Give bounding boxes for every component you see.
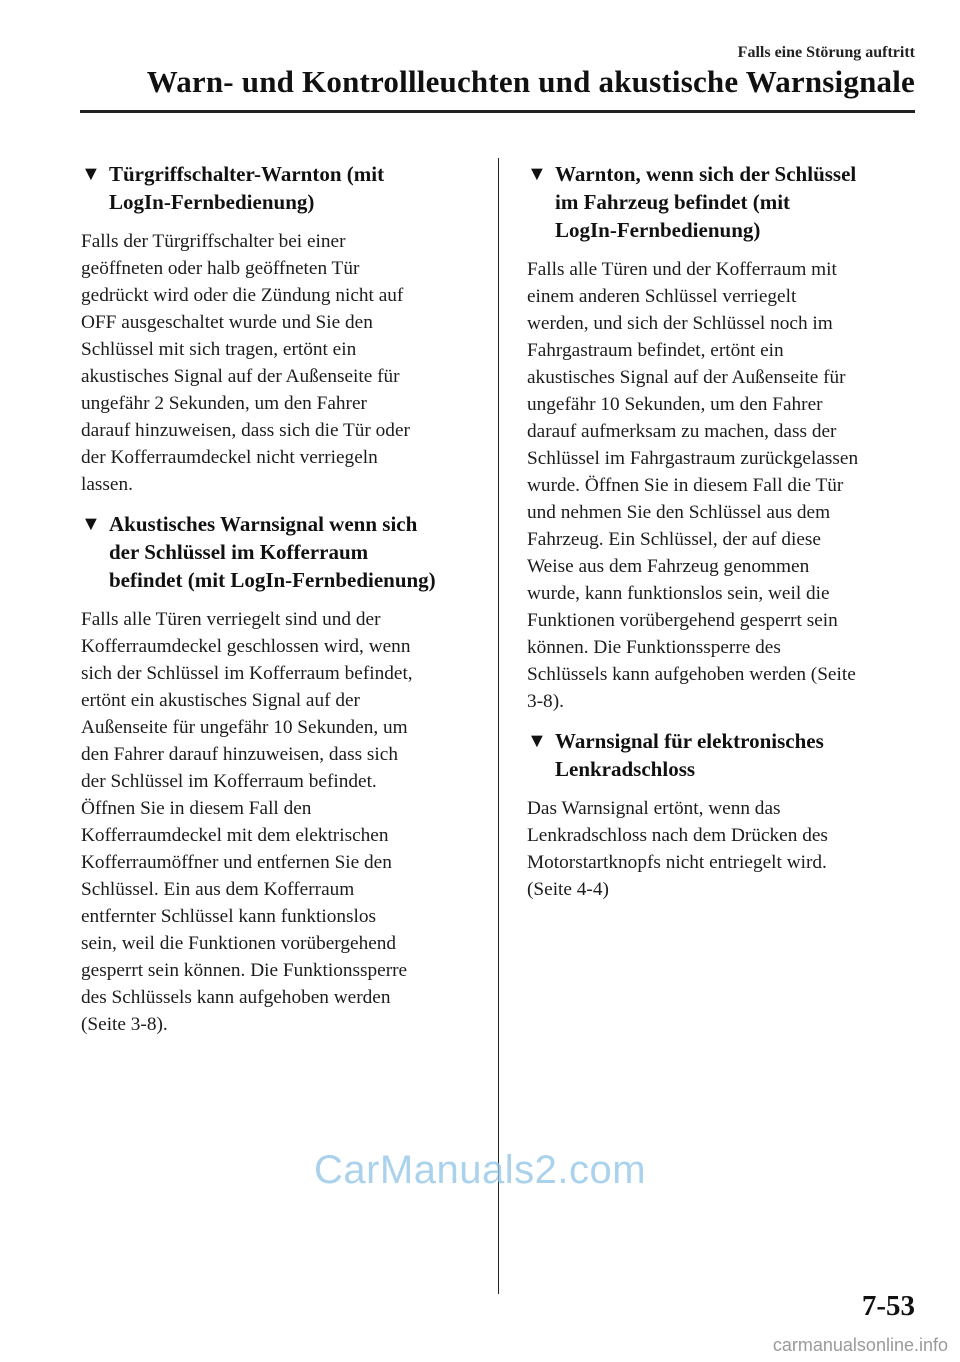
section-heading-text: Akustisches Warnsignal wenn sich der Schlüssel im Kofferraum befindet (mit LogIn-Fernbedienung): [109, 512, 436, 592]
section: [527, 727, 922, 903]
section-heading: [81, 160, 476, 216]
triangle-marker-icon: ▼: [81, 163, 101, 185]
section-body: Falls der Türgriffschalter bei einer geöffneten oder halb geöffneten Tür gedrückt wird oder die Zündung nicht auf OFF ausgeschaltet wurde und Sie den Schlüssel mit sich tragen, ertönt ein akustisches Signal auf der Außenseite für ungefähr 2 Sekunden, um den Fahrer darauf hinzuweisen, dass sich die Tür oder der Kofferraumdeckel nicht verriegeln lassen.: [81, 231, 410, 495]
header-rule: [80, 110, 915, 113]
section-heading: [81, 510, 476, 594]
right-column: [527, 160, 922, 915]
watermark-logo: CarManuals2.com: [313, 1148, 647, 1192]
triangle-marker-icon: ▼: [527, 730, 547, 752]
section: [81, 510, 476, 1038]
section-body: Falls alle Türen und der Kofferraum mit einem anderen Schlüssel verriegelt werden, und sich der Schlüssel noch im Fahrgastraum befindet, ertönt ein akustisches Signal auf der Außenseite für ungefähr 10 Sekunden, um den Fahrer darauf aufmerksam zu machen, dass der Schlüssel im Fahrgastraum zurückgelassen wurde. Öffnen Sie in diesem Fall die Tür und nehmen Sie den Schlüssel aus dem Fahrzeug. Ein Schlüssel, der auf diese Weise aus dem Fahrzeug genommen wurde, kann funktionslos sein, weil die Funktionen vorübergehend gesperrt sein können. Die Funktionssperre des Schlüssels kann aufgehoben werden (Seite 3-8).: [527, 259, 859, 712]
page-number: 7-53: [861, 1290, 915, 1322]
section-heading-text: Warnton, wenn sich der Schlüssel im Fahrzeug befindet (mit LogIn-Fernbedienung): [555, 162, 857, 242]
left-column: [81, 160, 476, 1050]
column-divider: [498, 158, 499, 1294]
section-body: Das Warnsignal ertönt, wenn das Lenkradschloss nach dem Drücken des Motorstartknopfs nicht entriegelt wird. (Seite 4-4): [527, 798, 828, 900]
section-heading: [527, 727, 922, 783]
section-heading: [527, 160, 922, 244]
section-body: Falls alle Türen verriegelt sind und der Kofferraumdeckel geschlossen wird, wenn sich der Schlüssel im Kofferraum befindet, ertönt ein akustisches Signal auf der Außenseite für ungefähr 10 Sekunden, um den Fahrer darauf hinzuweisen, dass sich der Schlüssel im Kofferraum befindet. Öffnen Sie in diesem Fall den Kofferraumdeckel mit dem elektrischen Kofferraumöffner und entfernen Sie den Schlüssel. Ein aus dem Kofferraum entfernter Schlüssel kann funktionslos sein, weil die Funktionen vorübergehend gesperrt sein können. Die Funktionssperre des Schlüssels kann aufgehoben werden (Seite 3-8).: [81, 609, 413, 1035]
section: [527, 160, 922, 715]
section-heading-text: Türgriffschalter-Warnton (mit LogIn-Fernbedienung): [109, 162, 385, 214]
section: [81, 160, 476, 498]
page-title: Warn- und Kontrollleuchten und akustische Warnsignale: [146, 64, 915, 99]
triangle-marker-icon: ▼: [527, 163, 547, 185]
header-section-label: Falls eine Störung auftritt: [737, 44, 915, 61]
triangle-marker-icon: ▼: [81, 513, 101, 535]
section-heading-text: Warnsignal für elektronisches Lenkradschloss: [555, 729, 824, 781]
footer-watermark: carmanualsonline.info: [772, 1335, 948, 1355]
